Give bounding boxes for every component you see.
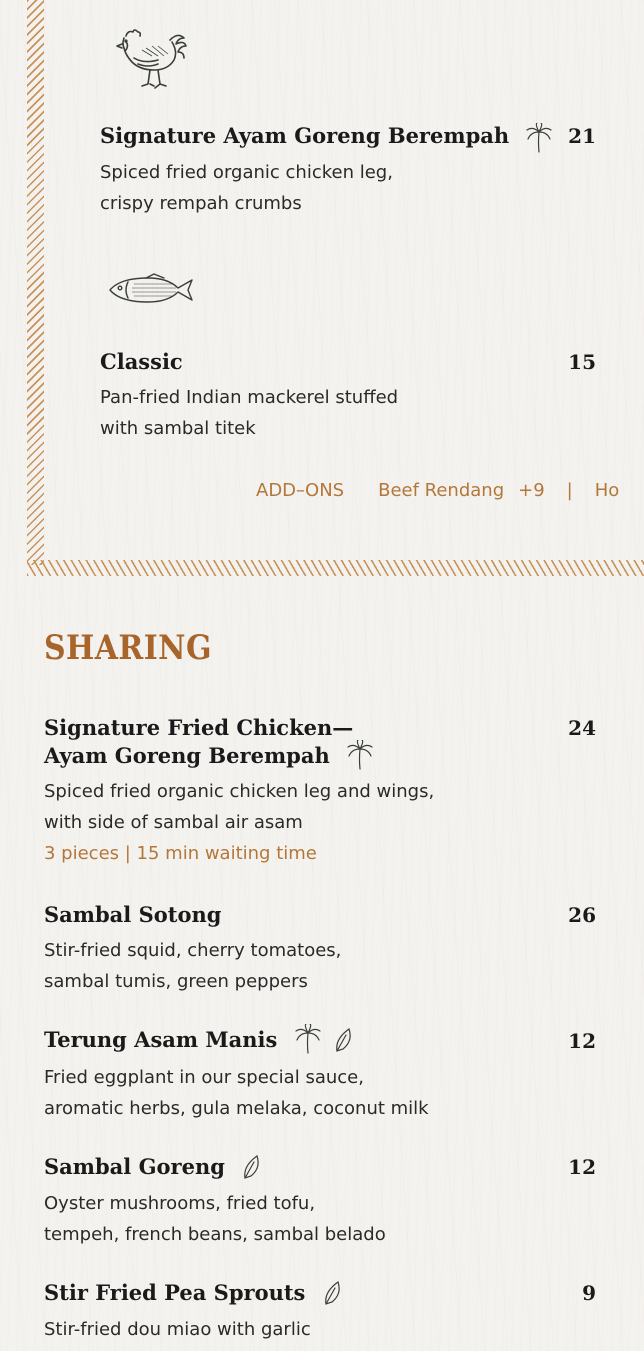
dish-price: 26: [568, 903, 596, 927]
dish-name: Sambal Goreng: [44, 1153, 260, 1181]
leaf-icon: [242, 1154, 260, 1180]
dish-name: Signature Fried Chicken— Ayam Goreng Berempah: [44, 714, 373, 770]
dish-name: Signature Ayam Goreng Berempah: [100, 122, 552, 153]
addon-item-next: Ho: [594, 480, 620, 501]
dish-price: 12: [568, 1155, 596, 1179]
fish-icon: [106, 272, 198, 308]
dish-price: 24: [568, 716, 596, 740]
dish-description: Stir-fried dou miao with garlic: [44, 1319, 311, 1340]
addons-label: ADD–ONS: [256, 480, 345, 501]
dish-price: 12: [568, 1029, 596, 1053]
palm-tree-icon: [526, 123, 552, 153]
dish-description: Fried eggplant in our special sauce, aromatic herbs, gula melaka, coconut milk: [44, 1067, 429, 1119]
palm-tree-icon: [295, 1024, 321, 1054]
addon-price: +9: [518, 480, 545, 501]
addon-separator: |: [566, 480, 573, 501]
dish-note: 3 pieces | 15 min waiting time: [44, 843, 317, 864]
addon-item: Beef Rendang: [378, 480, 505, 501]
dish-description: Spiced fried organic chicken leg, crispy rempah crumbs: [100, 162, 393, 214]
section-title: SHARING: [44, 628, 212, 668]
dish-name: Classic: [100, 349, 183, 374]
dish-description: Oyster mushrooms, fried tofu, tempeh, french beans, sambal belado: [44, 1193, 386, 1245]
dish-price: 15: [568, 350, 596, 374]
dish-description: Stir-fried squid, cherry tomatoes, sambal tumis, green peppers: [44, 940, 342, 992]
dish-price: 9: [582, 1281, 596, 1305]
frame-border-bottom: [27, 560, 644, 576]
palm-tree-icon: [347, 740, 373, 770]
addons-line: [256, 480, 619, 501]
leaf-icon: [334, 1027, 352, 1053]
dish-name: Stir Fried Pea Sprouts: [44, 1279, 341, 1307]
leaf-icon: [323, 1280, 341, 1306]
dish-name: Sambal Sotong: [44, 902, 222, 927]
rooster-icon: [112, 26, 190, 104]
dish-name: Terung Asam Manis: [44, 1026, 352, 1054]
dish-price: 21: [568, 124, 596, 148]
dish-description: Pan-fried Indian mackerel stuffed with sambal titek: [100, 387, 399, 439]
frame-border-left: [27, 0, 44, 565]
dish-description: Spiced fried organic chicken leg and wings, with side of sambal air asam: [44, 781, 435, 833]
